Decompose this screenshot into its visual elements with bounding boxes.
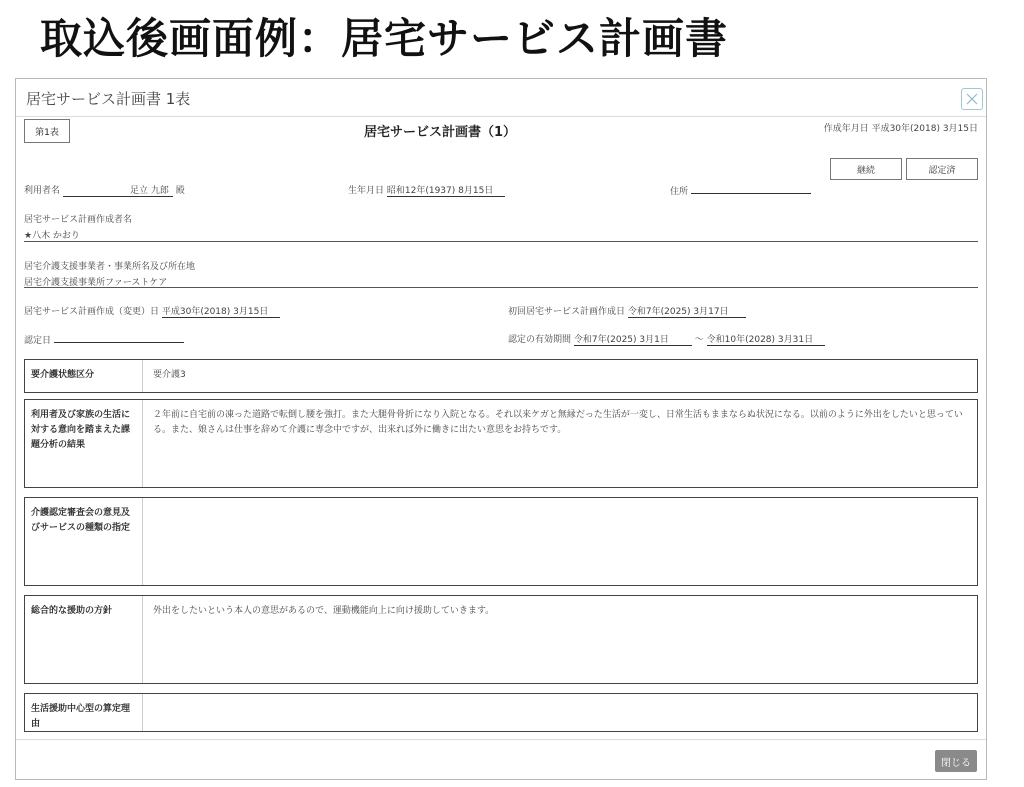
- office-label: 居宅介護支援事業者・事業所名及び所在地: [24, 262, 196, 272]
- life-support-reason-value: [143, 694, 977, 731]
- first-plan-row: [508, 304, 746, 318]
- sheet-tab-label: 第1表: [24, 119, 70, 143]
- close-icon[interactable]: [961, 88, 983, 110]
- birth-row: [348, 183, 505, 197]
- address-label: 住所: [670, 187, 689, 197]
- intention-analysis-value: ２年前に自宅前の凍った道路で転倒し腰を強打。また大腿骨骨折になり入院となる。それ以来ケガと無縁だった生活が一変し、日常生活もままならぬ状況になる。以前のように外出をしたいと思っている。また、娘さんは仕事を辞めて介護に専念中ですが、出来れば外に働きに出たい意思をお持ちです。: [153, 410, 963, 435]
- planner-value: ★八木 かおり: [24, 231, 80, 241]
- care-level-section: [24, 359, 978, 393]
- review-opinion-value: [143, 498, 977, 585]
- valid-period-row: [508, 332, 825, 346]
- slide-title: 取込後画面例：居宅サービス計画書: [40, 14, 729, 63]
- dialog-title: 居宅サービス計画書 1表: [26, 90, 191, 108]
- first-plan-value: 令和7年(2025) 3月17日: [628, 304, 746, 318]
- user-name-row: [24, 183, 185, 197]
- care-level-value: 要介護3: [153, 370, 186, 380]
- plan-date-value: 平成30年(2018) 3月15日: [162, 304, 280, 318]
- first-plan-label: 初回居宅サービス計画作成日: [508, 307, 626, 317]
- dialog-header: [16, 79, 986, 117]
- user-name-suffix: 殿: [175, 186, 185, 196]
- office-value: 居宅介護支援事業所ファーストケア: [24, 278, 168, 288]
- plan-date-row: [24, 304, 280, 318]
- valid-from-value: 令和7年(2025) 3月1日: [574, 332, 692, 346]
- dialog-footer: [16, 739, 986, 779]
- address-value: [691, 183, 811, 194]
- valid-to-value: 令和10年(2028) 3月31日: [707, 332, 825, 346]
- cert-date-value: [54, 332, 184, 343]
- intention-analysis-label: 利用者及び家族の生活に対する意向を踏まえた課題分析の結果: [25, 400, 143, 487]
- valid-separator: 〜: [694, 335, 704, 345]
- birth-label: 生年月日: [348, 186, 385, 196]
- address-row: [670, 183, 811, 197]
- review-opinion-label: 介護認定審査会の意見及びサービスの種類の指定: [25, 498, 143, 585]
- plan-dialog: [15, 78, 987, 780]
- birth-value: 昭和12年(1937) 8月15日: [387, 183, 505, 197]
- life-support-reason-section: [24, 693, 978, 732]
- support-policy-label: 総合的な援助の方針: [25, 596, 143, 683]
- care-level-label: 要介護状態区分: [25, 360, 143, 392]
- planner-label: 居宅サービス計画作成者名: [24, 215, 133, 225]
- review-opinion-section: [24, 497, 978, 586]
- plan-date-label: 居宅サービス計画作成（変更）日: [24, 307, 160, 317]
- close-button[interactable]: 閉じる: [935, 750, 977, 772]
- document-title: 居宅サービス計画書（1）: [364, 125, 517, 140]
- user-name-label: 利用者名: [24, 186, 61, 196]
- created-date: 作成年月日 平成30年(2018) 3月15日: [823, 124, 978, 134]
- life-support-reason-label: 生活援助中心型の算定理由: [25, 694, 143, 731]
- user-name-value: 足立 九郎: [63, 183, 173, 197]
- continue-button[interactable]: 継続: [830, 158, 902, 180]
- cert-date-row: [24, 332, 184, 346]
- cert-date-label: 認定日: [24, 336, 52, 346]
- plan-content: [24, 117, 978, 741]
- certified-button[interactable]: 認定済: [906, 158, 978, 180]
- intention-analysis-section: [24, 399, 978, 488]
- office-divider: [24, 287, 978, 288]
- valid-label: 認定の有効期間: [508, 335, 572, 345]
- support-policy-value: 外出をしたいという本人の意思があるので、運動機能向上に向け援助していきます。: [153, 606, 495, 616]
- support-policy-section: [24, 595, 978, 684]
- planner-divider: [24, 241, 978, 242]
